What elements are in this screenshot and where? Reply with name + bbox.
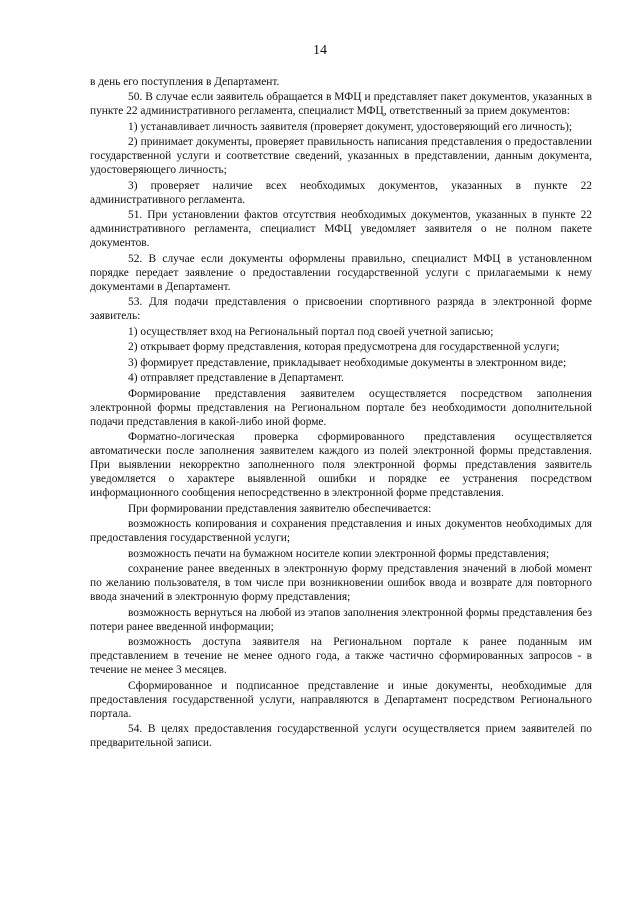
paragraph: 50. В случае если заявитель обращается в МФЦ и представляет пакет документов, указанных в пункте 22 административного регламента, специалист МФЦ, ответственный за прием документов: (90, 91, 592, 118)
paragraph: 53. Для подачи представления о присвоении спортивного разряда в электронной форме заявитель: (90, 296, 592, 323)
paragraph: 1) устанавливает личность заявителя (проверяет документ, удостоверяющий его личность); (128, 120, 573, 133)
paragraph: 54. В целях предоставления государственной услуги осуществляется прием заявителей по предварительной записи. (90, 723, 592, 750)
paragraph: возможность доступа заявителя на Региональном портале к ранее поданным им представлением в течение не менее одного года, а также частично сформированных запросов - в течение не менее 3 месяцев. (90, 636, 592, 677)
paragraph: Сформированное и подписанное представление и иные документы, необходимые для предоставления государственной услуги, направляются в Департамент посредством Регионального портала. (90, 679, 592, 720)
paragraph: возможность вернуться на любой из этапов заполнения электронной формы представления без потери ранее введенной информации; (90, 606, 592, 633)
paragraph: возможность печати на бумажном носителе копии электронной формы представления; (128, 547, 550, 560)
paragraph: Формирование представления заявителем осуществляется посредством заполнения электронной формы представления на Региональном портале без необходимости дополнительной подачи представления в какой-либо иной форме. (90, 387, 592, 428)
paragraph: 4) отправляет представление в Департамент. (128, 372, 344, 385)
paragraph: 2) открывает форму представления, которая предусмотрена для государственной услуги; (128, 341, 560, 354)
paragraph: возможность копирования и сохранения представления и иных документов необходимых для предоставления государственной услуги; (90, 518, 592, 545)
paragraph: сохранение ранее введенных в электронную форму представления значений в любой момент по желанию пользователя, в том числе при возникновении ошибок ввода и возврате для повторного ввода значений в электронную форму представления; (90, 563, 592, 604)
paragraph: в день его поступления в Департамент. (90, 76, 280, 88)
paragraph: 52. В случае если документы оформлены правильно, специалист МФЦ в установленном порядке передает заявление о предоставлении государственной услуги с прилагаемыми к нему документами в Департамент. (90, 252, 592, 293)
paragraph: 1) осуществляет вход на Региональный портал под своей учетной записью; (128, 325, 494, 338)
paragraph: 2) принимает документы, проверяет правильность написания представления о предоставлении государственной услуги и соответствие сведений, указанных в представлении, данным документа, удостоверяющего личность; (90, 136, 592, 177)
paragraph: Форматно-логическая проверка сформированного представления осуществляется автоматически после заполнения заявителем каждого из полей электронной формы представления. При выявлении некорректно заполненного поля электронной формы представления заявитель уведомляется о характере выявленной ошибки и порядке ее устранения посредством информационного сообщения непосредственно в электронной форме представления. (90, 431, 592, 500)
paragraph: 3) проверяет наличие всех необходимых документов, указанных в пункте 22 административного регламента. (90, 179, 592, 206)
paragraph: 51. При установлении фактов отсутствия необходимых документов, указанных в пункте 22 административного регламента, специалист МФЦ уведомляет заявителя о не полном пакете документов. (90, 209, 592, 250)
document-body (90, 75, 592, 750)
paragraph: 3) формирует представление, прикладывает необходимые документы в электронном виде; (128, 356, 567, 369)
paragraph: При формировании представления заявителю обеспечивается: (128, 502, 432, 515)
page-number: 14 (313, 43, 327, 58)
